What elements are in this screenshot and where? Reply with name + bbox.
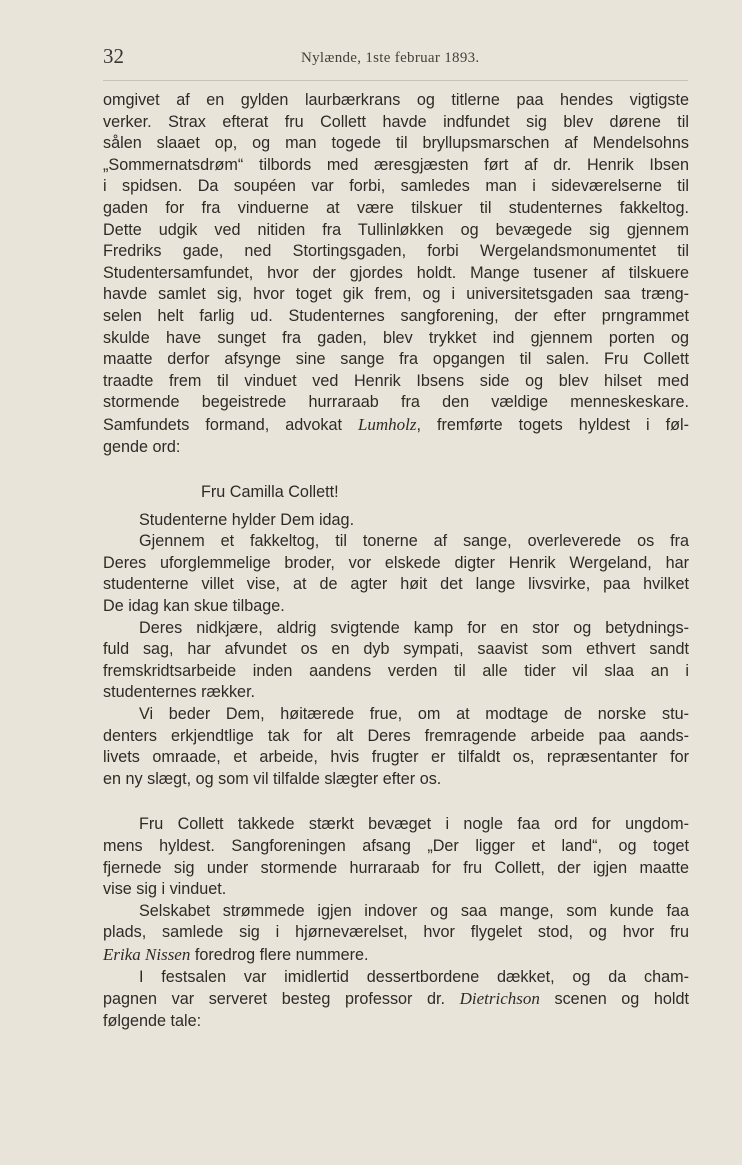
- text-line: maatte derfor afsynge sine sange fra opgangen til salen. Fru Collett: [103, 350, 689, 369]
- paragraph-6: [103, 814, 689, 900]
- text-line: gende ord:: [103, 437, 181, 456]
- text-line: Fru Collett takkede stærkt bevæget i nogle faa ord for ungdom-: [139, 815, 689, 834]
- text-line: Fredriks gade, ned Stortingsgaden, forbi Wergelandsmonumentet til: [103, 242, 689, 261]
- text-line: vise sig i vinduet.: [103, 880, 227, 899]
- text-run: Samfundets formand, advokat: [103, 415, 358, 434]
- text-line: i spidsen. Da soupéen var forbi, samledes man i sideværelserne til: [103, 177, 689, 196]
- text-line: Dette udgik ved nitiden fra Tullinløkken og bevægede sig gjennem: [103, 220, 689, 239]
- text-run: foredrog flere nummere.: [190, 945, 369, 964]
- text-line: Selskabet strømmede igjen indover og saa mange, som kunde faa: [139, 901, 689, 920]
- text-line: [103, 414, 689, 437]
- text-line: fuld sag, har afvundet os en dyb sympati, saavist som ethvert sandt: [103, 640, 689, 659]
- person-name-dietrichson: Dietrichson: [459, 989, 540, 1009]
- text-line: Deres uforglemmelige broder, vor elskede digter Henrik Wergeland, har: [103, 553, 689, 572]
- text-line: I festsalen var imidlertid dessertbordene dækket, og da cham-: [139, 967, 689, 986]
- text-line: selen helt farlig ud. Studenternes sangforening, der efter prngrammet: [103, 306, 689, 325]
- text-line: plads, samlede sig i hjørneværelset, hvor flygelet stod, og hvor fru: [103, 923, 689, 942]
- text-line: traadte frem til vinduet ved Henrik Ibsens side og blev hilset med: [103, 371, 689, 390]
- text-line: mens hyldest. Sangforeningen afsang „Der ligger et land“, og toget: [103, 837, 689, 855]
- paragraph-3: [103, 531, 689, 617]
- page-number: 32: [103, 44, 124, 68]
- text-line: stormende begeistrede hurraraab fra den vældige menneskeskare.: [103, 393, 689, 412]
- article-body: [103, 90, 689, 1032]
- text-line: livets omraade, et arbeide, hvis frugter er tilfaldt os, repræsentanter for: [103, 748, 689, 767]
- page-header: [103, 44, 688, 81]
- paragraph-4: [103, 618, 689, 704]
- text-line: studenternes rækker.: [103, 683, 256, 702]
- text-line: gaden for fra vinduerne at være tilskuer til studenternes fakkeltog.: [103, 198, 689, 217]
- text-run: scenen og holdt: [539, 990, 689, 1009]
- person-name-erika-nissen: Erika Nissen: [103, 944, 191, 964]
- text-line: Vi beder Dem, høitærede frue, om at modtage de norske stu-: [139, 705, 689, 724]
- text-line: studenterne villet vise, at de agter høit det lange livsvirke, paa hvilket: [103, 575, 689, 594]
- text-line: fremskridtsarbeide inden aandens verden til alle tider vil slaa an i: [103, 661, 689, 680]
- text-line: [103, 944, 689, 967]
- text-line: havde samlet sig, hvor toget gik frem, og i universitetsgaden saa træng-: [103, 285, 689, 304]
- text-line: verker. Strax efterat fru Collett havde indfundet sig blev dørene til: [103, 112, 689, 131]
- person-name-lumholz: Lumholz: [357, 414, 417, 434]
- text-line: en ny slægt, og som vil tilfalde slægter efter os.: [103, 769, 442, 788]
- text-line: Deres nidkjære, aldrig svigtende kamp for en stor og betydnings-: [139, 618, 689, 637]
- text-line: omgivet af en gylden laurbærkrans og titlerne paa hendes vigtigste: [103, 91, 689, 109]
- paragraph-7: [103, 901, 689, 967]
- text-line: fjernede sig under stormende hurraraab for fru Collett, der igjen maatte: [103, 858, 689, 877]
- paragraph-1: [103, 90, 689, 458]
- speech-salutation: Fru Camilla Collett!: [201, 483, 339, 502]
- paragraph-2: Studenterne hylder Dem idag.: [139, 510, 355, 529]
- text-line: „Sommernatsdrøm“ tilbords med æresgjæsten ført af dr. Henrik Ibsen: [103, 155, 689, 174]
- text-line: [103, 988, 689, 1011]
- text-run: pagnen var serveret besteg professor dr.: [103, 990, 460, 1009]
- running-title: Nylænde, 1ste februar 1893.: [301, 50, 480, 66]
- text-run: , fremførte togets hyldest i føl-: [416, 415, 690, 434]
- paragraph-8: [103, 967, 689, 1033]
- text-line: denters erkjendtlige tak for alt Deres fremragende arbeide paa aands-: [103, 726, 689, 745]
- text-line: sålen slaaet op, og man togede til bryllupsmarschen af Mendelsohns: [103, 134, 689, 153]
- text-line: Studentersamfundet, hvor der gjordes holdt. Mange tusener af tilskuere: [103, 263, 689, 282]
- text-line: følgende tale:: [103, 1011, 202, 1030]
- text-line: skulde have sunget fra gaden, blev trykket ind gjennem porten og: [103, 328, 689, 347]
- paragraph-5: [103, 704, 689, 790]
- text-line: De idag kan skue tilbage.: [103, 597, 285, 616]
- text-line: Gjennem et fakkeltog, til tonerne af sange, overleverede os fra: [139, 532, 689, 551]
